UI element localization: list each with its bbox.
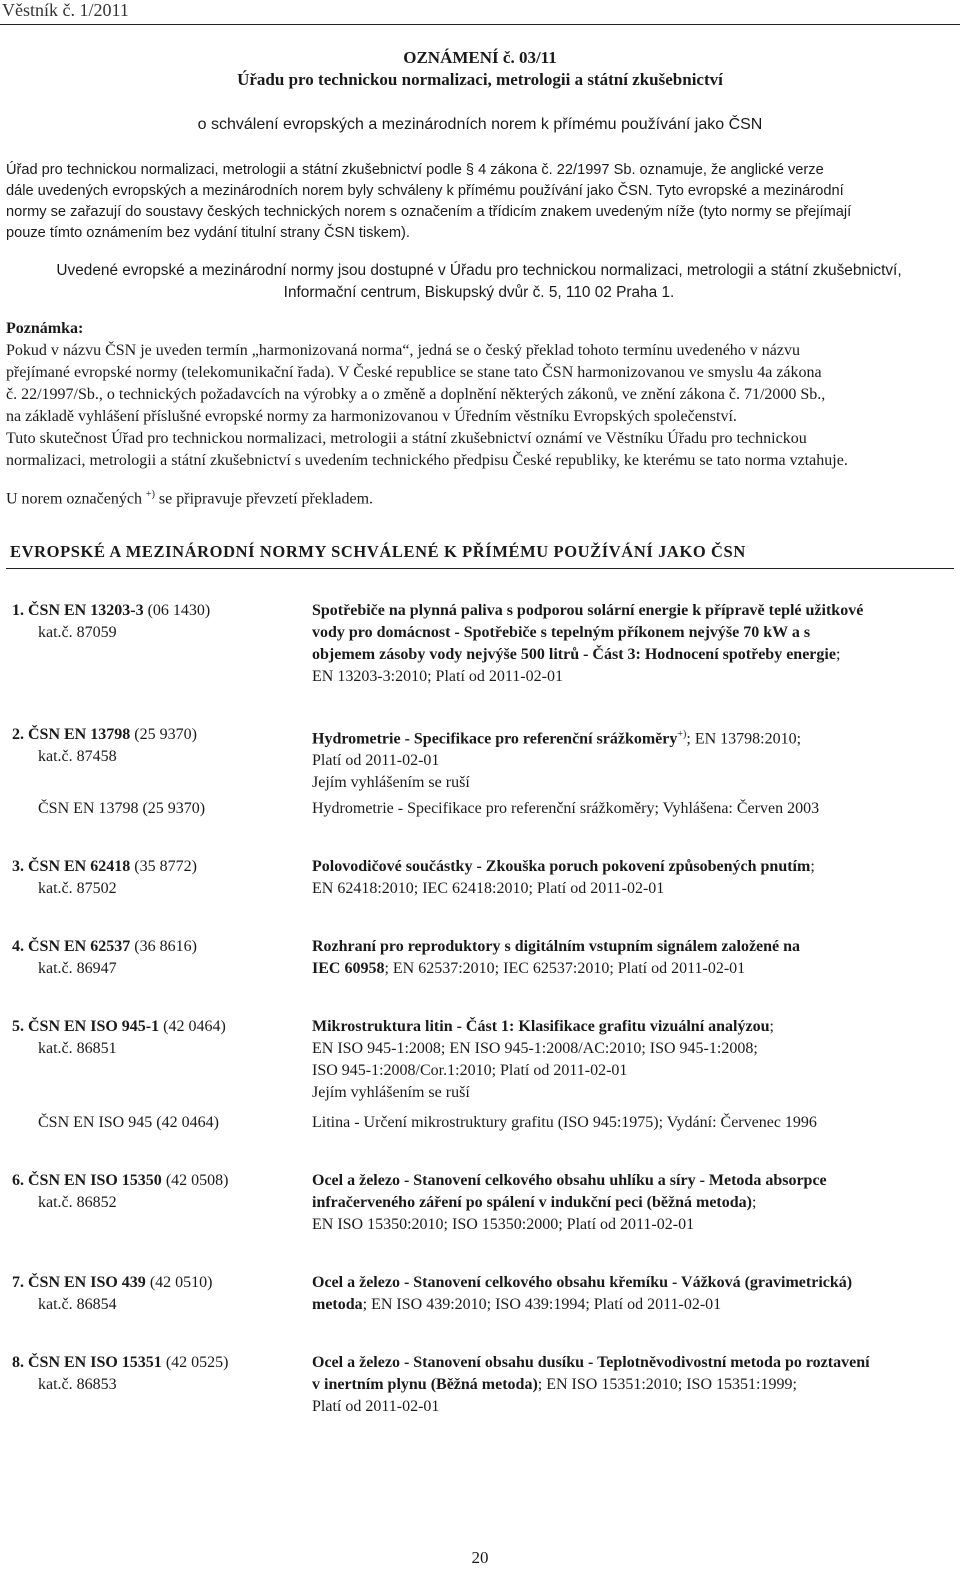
- announcement-subject: o schválení evropských a mezinárodních norem k přímému používání jako ČSN: [197, 116, 763, 133]
- section-title: EVROPSKÉ A MEZINÁRODNÍ NORMY SCHVÁLENÉ K PŘÍMÉMU POUŽÍVÁNÍ JAKO ČSN: [10, 542, 746, 561]
- announcement-title: OZNÁMENÍ č. 03/11: [403, 48, 557, 67]
- running-header: Věstník č. 1/2011: [2, 0, 129, 20]
- page-number: 20: [471, 1548, 489, 1567]
- intro-paragraph: Úřad pro technickou normalizaci, metrologii a státní zkušebnictví podle § 4 zákona č. 22/1997 Sb. oznamuje, že anglické verze dále uvedených evropských a mezinárodních norem byly schváleny k přímému používání jako ČSN. Tyto evropské a mezinárodní normy se zařazují do soustavy českých technických norem s označením a třídicím znakem uvedeným níže (tyto normy se přejímají pouze tímto oznámením bez vydání titulní strany ČSN tiskem).: [6, 162, 852, 241]
- note-paragraph: Poznámka: Pokud v názvu ČSN je uveden termín „harmonizovaná norma“, jedná se o český překlad tohoto termínu uvedeného v názvu přejímané evropské normy (telekomunikační řada). V České republice se stane tato ČSN harmonizovanou ve smyslu 4a zákona č. 22/1997/Sb., o technických požadavcích na výrobky a o změně a doplnění některých zákonů, ve znění zákona č. 71/2000 Sb., na základě vyhlášení příslušné evropské normy za harmonizovanou v Úředním věstníku Evropských společenství. Tuto skutečnost Úřad pro technickou normalizaci, metrologii a státní zkušebnictví oznámí ve Věstníku Úřadu pro technickou normalizaci, metrologii a státní zkušebnictví s uvedením technického předpisu České republiky, ke kterému se tato norma vztahuje.: [6, 318, 952, 472]
- header-rule: [0, 24, 960, 25]
- issuer-title: Úřadu pro technickou normalizaci, metrologii a státní zkušebnictví: [237, 70, 723, 89]
- note-label: Poznámka:: [6, 320, 84, 337]
- translation-note: U norem označených +) se připravuje převzetí překladem.: [6, 489, 374, 508]
- section-rule: [6, 568, 954, 569]
- availability-paragraph: Uvedené evropské a mezinárodní normy jsou dostupné v Úřadu pro technickou normalizaci, metrologii a státní zkušebnictví, Informační centrum, Biskupský dvůr č. 5, 110 02 Praha 1.: [56, 262, 902, 301]
- document-page: Věstník č. 1/2011 OZNÁMENÍ č. 03/11 Úřadu pro technickou normalizaci, metrologii a státní zkušebnictví o schválení evropských a mezinárodních norem k přímému používání jako ČSN Úřad pro technickou normalizaci, metrologii a státní zkušebnictví podle § 4 zákona č. 22/1997 Sb. oznamuje, že anglické verze dále uvedených evropských a mezinárodních norem byly schváleny k přímému používání jako ČSN. Tyto evropské a mezinárodní normy se zařazují do soustavy českých technických norem s označením a třídicím znakem uvedeným níže (tyto normy se přejímají pouze tímto oznámením bez vydání titulní strany ČSN tiskem). Uvedené evropské a mezinárodní normy jsou dostupné v Úřadu pro technickou normalizaci, metrologii a státní zkušebnictví, Informační centrum, Biskupský dvůr č. 5, 110 02 Praha 1. Poznámka: Pokud v názvu ČSN je uveden termín „harmonizovaná norma“, jedná se o český překlad tohoto termínu uvedeného v názvu přejímané evropské normy (telekomunikační řada). V České republice se stane tato ČSN harmonizovanou ve smyslu 4a zákona č. 22/1997/Sb., o technických požadavcích na výrobky a o změně a doplnění některých zákonů, ve znění zákona č. 71/2000 Sb., na základě vyhlášení příslušné evropské normy za harmonizovanou v Úředním věstníku Evropských společenství. Tuto skutečnost Úřad pro technickou normalizaci, metrologii a státní zkušebnictví oznámí ve Věstníku Úřadu pro technickou normalizaci, metrologii a státní zkušebnictví s uvedením technického předpisu České republiky, ke kterému se tato norma vztahuje. U norem označených +) se připravuje převzetí překladem. EVROPSKÉ A MEZINÁRODNÍ NORMY SCHVÁLENÉ K PŘÍMÉMU POUŽÍVÁNÍ JAKO ČSN 1. ČSN EN 13203-3 (06 1430) kat.č. 87059 Spotřebiče na plynná paliva s podporou solární energie k přípravě teplé užitkové vody pro domácnost - Spotřebiče s tepelným příkonem nejvýše 70 kW a s objemem zásoby vody nejvýše 500 litrů - Část 3: Hodnocení spotřeby energie; EN 13203-3:2010; Platí od 2011-02-01 2. ČSN EN 13798 (25 9370) kat.č. 87458 Hydrometrie - Specifikace pro referenční srážkoměry+); EN 13798:2010; Platí od 2011-02-01 Jejím vyhlášením se ruší ČSN EN 13798 (25 9370) Hydrometrie - Specifikace pro referenční srážkoměry; Vyhlášena: Červen 2003 3. ČSN EN 62418 (35 8772) kat.č. 87502 Polovodičové součástky - Zkouška poruch pokovení způsobených pnutím; EN 62418:2010; IEC 62418:2010; Platí od 2011-02-01 4. ČSN EN 62537 (36 8616) kat.č. 86947 Rozhraní pro reproduktory s digitálním vstupním signálem založené na IEC 60958; EN 62537:2010; IEC 62537:2010; Platí od 2011-02-01 5. ČSN EN ISO 945-1 (42 0464) kat.č. 86851 Mikrostruktura litin - Část 1: Klasifikace grafitu vizuální analýzou; EN ISO 945-1:2008; EN ISO 945-1:2008/AC:2010; ISO 945-1:2008; ISO 945-1:2008/Cor.1:2010; Platí od 2011-02-01 Jejím vyhlášením se ruší ČSN EN ISO 945 (42 0464) Litina - Určení mikrostruktury grafitu (ISO 945:1975); Vydání: Červenec 1996 6. ČSN EN ISO 15350 (42 0508) kat.č. 86852 Ocel a železo - Stanovení celkového obsahu uhlíku a síry - Metoda absorpce infračerveného záření po spálení v indukční peci (běžná metoda); EN ISO 15350:2010; ISO 15350:2000; Platí od 2011-02-01 7. ČSN EN ISO 439 (42 0510) kat.č. 86854 Ocel a železo - Stanovení celkového obsahu křemíku - Vážková (gravimetrická) metoda; EN ISO 439:2010; ISO 439:1994; Platí od 2011-02-01 8. ČSN EN ISO 15351 (42 0525) kat.č. 86853 Ocel a železo - Stanovení obsahu dusíku - Teplotněvodivostní metoda po roztavení v inertním plynu (Běžná metoda); EN ISO 15351:2010; ISO 15351:1999; Platí od 2011-02-01 20: [0, 0, 960, 1574]
